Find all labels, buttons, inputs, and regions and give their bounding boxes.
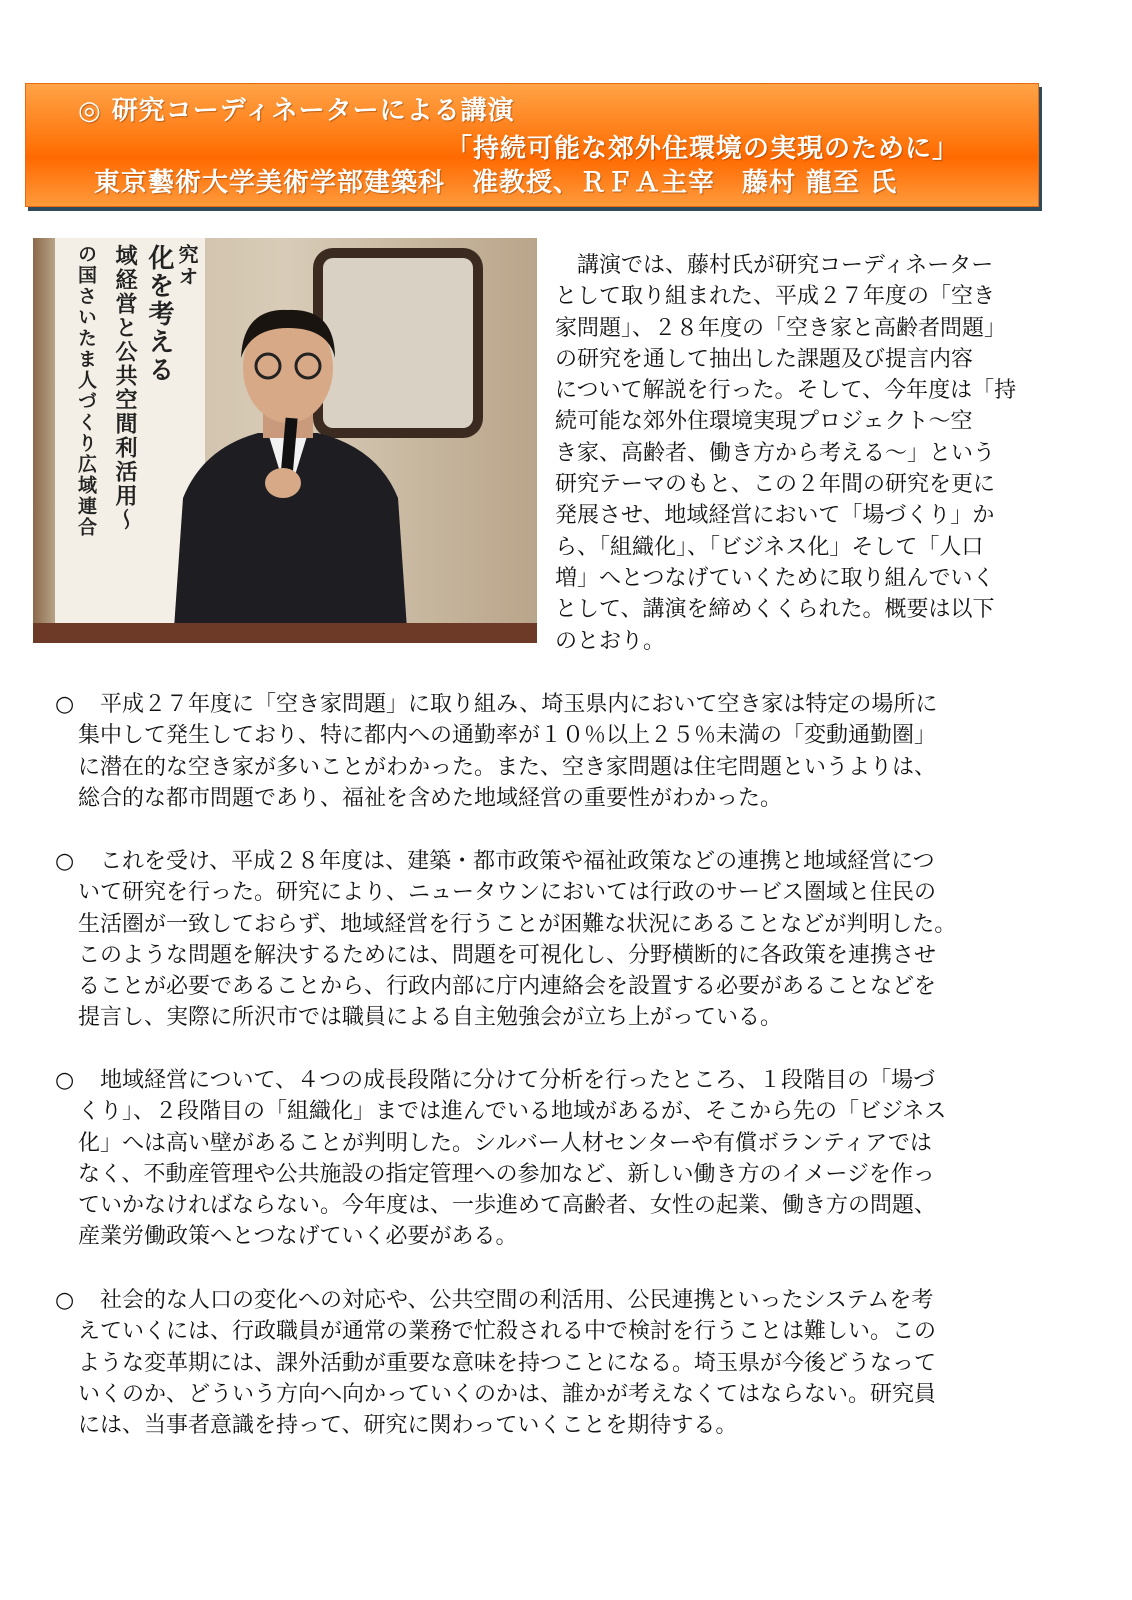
text-line: の研究を通して抽出した課題及び提言内容 <box>555 346 974 372</box>
text-line: 続可能な郊外住環境実現プロジェクト～空 <box>555 409 973 435</box>
podium <box>33 623 537 643</box>
text-line: 集中して発生しており、特に都内への通勤率が１０％以上２５％未満の「変動通勤圏」 <box>78 723 937 749</box>
text-line: 地域経営について、４つの成長段階に分けて分析を行ったところ、１段階目の「場づ <box>78 1068 936 1093</box>
banner-text: 域経営と公共空間利活用～ <box>112 244 137 532</box>
text-line: なく、不動産管理や公共施設の指定管理への参加など、新しい働き方のイメージを作っ <box>78 1161 935 1187</box>
lecture-title: 「持続可能な郊外住環境の実現のために」 <box>446 134 960 164</box>
banner-text: 究オ <box>175 244 199 288</box>
summary-paragraph <box>55 689 1045 814</box>
text-line: 講演では、藤村氏が研究コーディネーター <box>555 253 994 278</box>
bullet-circle-icon: ○ <box>55 849 75 874</box>
intro-text <box>555 250 1035 657</box>
text-line: として取り組まれた、平成２７年度の「空き <box>555 284 996 310</box>
text-line: 増」へとつなげていくために取り組んでいく <box>555 565 995 591</box>
text-line: のとおり。 <box>555 628 666 654</box>
text-line: これを受け、平成２８年度は、建築・都市政策や福祉政策などの連携と地域経営につ <box>78 849 935 874</box>
bullet-circle-icon: ○ <box>55 1068 75 1093</box>
text-line: 家問題」、２８年度の「空き家と高齢者問題」 <box>555 315 1007 341</box>
text-line: いくのか、どういう方向へ向かっていくのかは、誰かが考えなくてはならない。研究員 <box>78 1381 937 1407</box>
text-line: に潜在的な空き家が多いことがわかった。また、空き家問題は住宅問題というよりは、 <box>78 754 937 780</box>
text-line: として、講演を締めくくられた。概要は以下 <box>555 597 995 623</box>
text-line: 提言し、実際に所沢市では職員による自主勉強会が立ち上がっている。 <box>78 1005 783 1031</box>
speaker-figure <box>163 298 413 643</box>
text-line: 発展させ、地域経営において「場づくり」か <box>555 503 995 529</box>
text-line: ら、「組織化」、「ビジネス化」そして「人口 <box>555 534 984 560</box>
text-line: ることが必要であることから、行政内部に庁内連絡会を設置する必要があることなどを <box>78 974 937 1000</box>
text-line: このような問題を解決するためには、問題を可視化し、分野横断的に各政策を連携させ <box>78 942 937 968</box>
text-line: 総合的な都市問題であり、福祉を含めた地域経営の重要性がわかった。 <box>78 785 783 811</box>
speaker-info: 東京藝術大学美術学部建築科 准教授、ＲＦＡ主宰 藤村 龍至 氏 <box>94 168 898 198</box>
banner-text: の国さいたま人づくり広域連合 <box>75 244 97 538</box>
banner-text: 化を考える <box>144 244 174 384</box>
bullet-circle-icon: ○ <box>55 692 75 717</box>
text-line: くり」、２段階目の「組織化」までは進んでいる地域があるが、そこから先の「ビジネス <box>78 1099 947 1125</box>
text-line: 社会的な人口の変化への対応や、公共空間の利活用、公民連携といったシステムを考 <box>78 1288 934 1313</box>
bullet-circle-icon: ○ <box>55 1288 75 1313</box>
section-heading: ◎ 研究コーディネーターによる講演 <box>78 96 515 126</box>
text-line: ような変革期には、課外活動が重要な意味を持つことになる。埼玉県が今後どうなって <box>78 1350 937 1376</box>
text-line: 化」へは高い壁があることが判明した。シルバー人材センターや有償ボランティアでは <box>78 1130 932 1156</box>
text-line: には、当事者意識を持って、研究に関わっていくことを期待する。 <box>78 1413 738 1439</box>
text-line: 産業労働政策へとつなげていく必要がある。 <box>78 1224 518 1250</box>
text-line: 生活圏が一致しておらず、地域経営を行うことが困難な状況にあることなどが判明した。 <box>78 911 957 937</box>
summary-paragraph <box>55 846 1045 1034</box>
summary-paragraph <box>55 1065 1045 1253</box>
text-line: 研究テーマのもと、この２年間の研究を更に <box>555 472 996 498</box>
text-line: えていくには、行政職員が通常の業務で忙殺される中で検討を行うことは難しい。この <box>78 1319 937 1345</box>
text-line: について解説を行った。そして、今年度は「持 <box>555 378 1017 404</box>
text-line: ていかなければならない。今年度は、一歩進めて高齢者、女性の起業、働き方の問題、 <box>78 1193 937 1219</box>
lecture-title-banner <box>25 83 1039 207</box>
text-line: いて研究を行った。研究により、ニュータウンにおいては行政のサービス圏域と住民の <box>78 880 937 906</box>
text-line: 平成２７年度に「空き家問題」に取り組み、埼玉県内において空き家は特定の場所に <box>78 692 938 717</box>
summary-paragraph <box>55 1285 1045 1441</box>
speaker-photo <box>33 238 537 643</box>
text-line: き家、高齢者、働き方から考える～」という <box>555 440 996 466</box>
